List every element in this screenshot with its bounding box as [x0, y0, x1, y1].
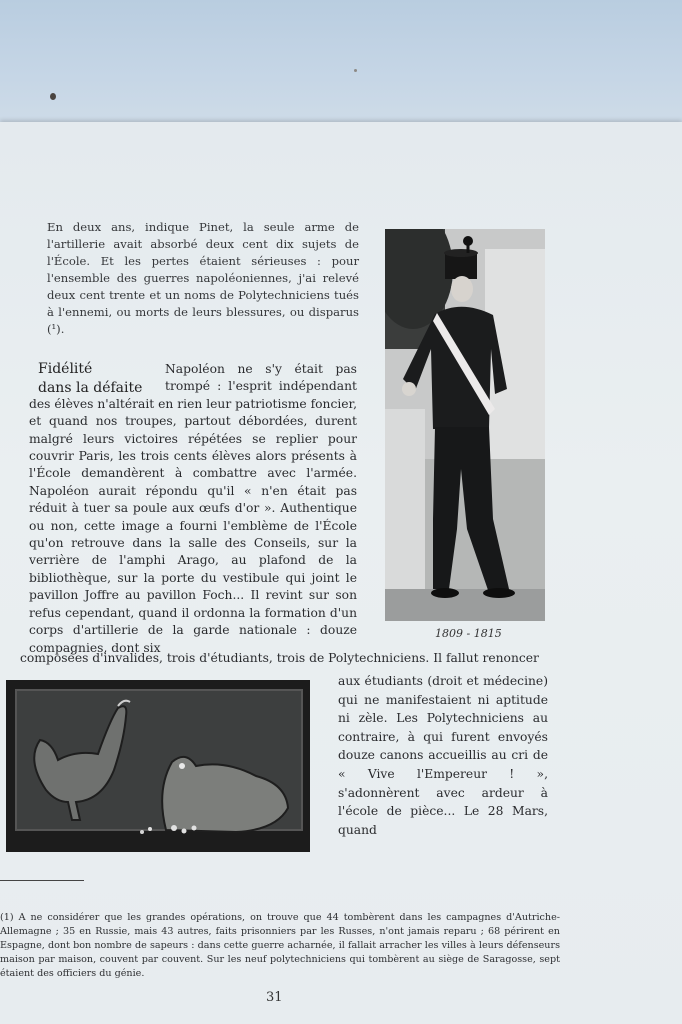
body-paragraph-part1 [29, 361, 357, 657]
page-number: 31 [266, 990, 283, 1005]
background-wall [0, 0, 682, 130]
body-text-part1: Napoléon ne s'y était pas trompé : l'esprit indépendant des élèves n'altérait en rien leur patriotisme foncier, et quand nos troupes, partout débordées, durent malgré leurs victoires répétées se replier pour couvrir Paris, les trois cents élèves alors présents à l'École demandèrent à combattre avec l'armée. Napoléon aurait répondu qu'il « n'en était pas réduit à tuer sa poule aux œufs d'or ». Authentique ou non, cette image a fourni l'emblème de l'École qu'on retrouve dans la salle des Conseils, sur la verrière de l'amphi Arago, au plafond de la bibliothèque, sur la porte du vestibule qui joint le pavillon Joffre au pavillon Foch... Il revint sur son refus cependant, quand il ordonna la formation d'un corps d'artillerie de la garde nationale : douze compagnies, dont six [29, 362, 357, 655]
rooster-relief-art [6, 680, 310, 852]
book-page [0, 122, 682, 1024]
rooster-relief-image [6, 680, 310, 852]
footnote-rule [0, 880, 84, 881]
heading-indent [29, 361, 165, 395]
intro-paragraph: En deux ans, indique Pinet, la seule arme de l'artillerie avait absorbé deux cent dix sujets de l'École. Et les pertes étaient sérieuses : pour l'ensemble des guerres napoléoniennes, j'ai relevé deux cent trente et un noms de Polytechniciens tués à l'ennemi, ou morts de leurs blessures, ou disparus (¹). [47, 220, 359, 336]
photo-caption: 1809 - 1815 [435, 627, 502, 640]
side-heading-line1: Fidélité [38, 361, 93, 377]
body-wide-line: composées d'invalides, trois d'étudiants, trois de Polytechniciens. Il fallut renoncer [20, 651, 539, 665]
wall-spot-small [354, 69, 357, 72]
side-heading-line2: dans la défaite [38, 380, 143, 396]
wall-spot [50, 93, 56, 100]
soldier-photo-art [385, 229, 545, 621]
body-paragraph-part2: aux étudiants (droit et médecine) qui ne manifestaient ni aptitude ni zèle. Les Polytechniciens au contraire, à qui furent envoyés douze canons accueillis au cri de « Vive l'Empereur ! », s'adonnèrent avec ardeur à l'école de pièce... Le 28 Mars, quand [338, 674, 548, 837]
footnote: (1) A ne considérer que les grandes opérations, on trouve que 44 tombèrent dans les campagnes d'Autriche-Allemagne ; 35 en Russie, mais 43 autres, faits prisonniers par les Russes, n'ont jamais reparu ; 68 périrent en Espagne, dont bon nombre de sapeurs : dans cette guerre acharnée, il fallait arracher les villes à leurs défenseurs maison par maison, couvent par couvent. Sur les neuf polytechniciens qui tombèrent au siège de Saragosse, sept étaient des officiers du génie. [0, 911, 560, 980]
soldier-photo [385, 229, 545, 621]
